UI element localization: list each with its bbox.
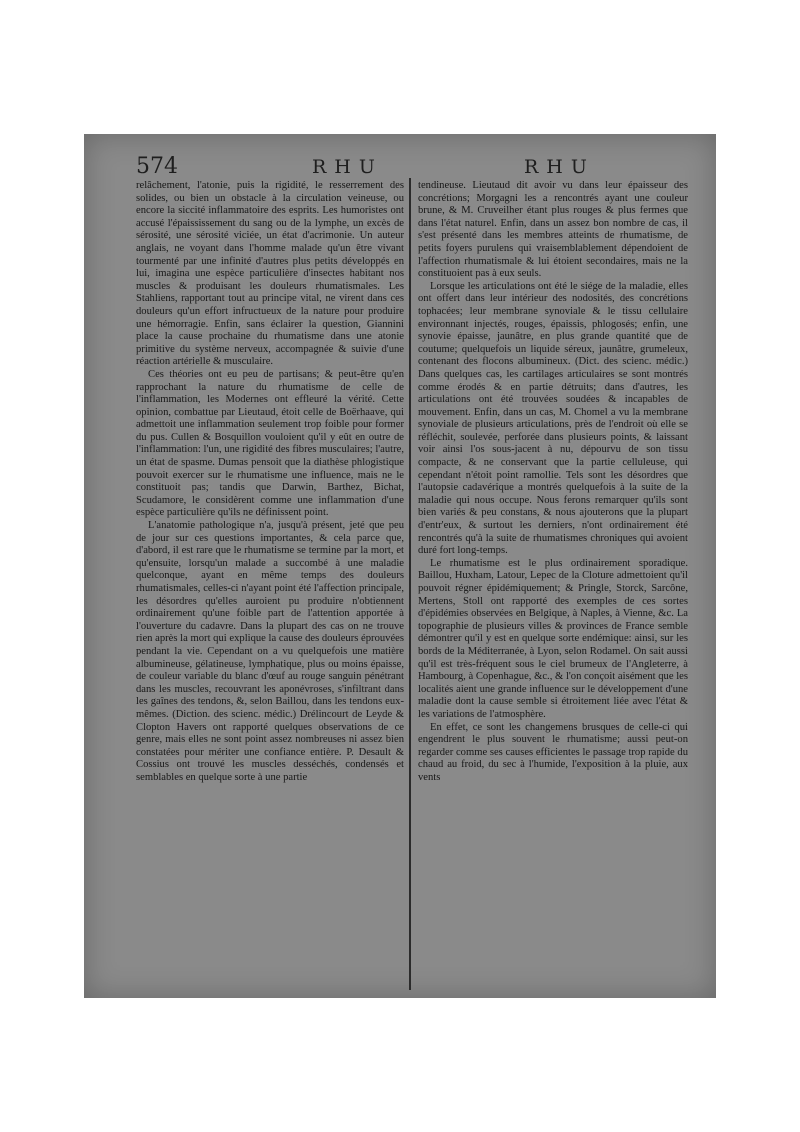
paragraph: Lorsque les articulations ont été le siége de la maladie, elles ont offert dans leur intérieur des nodosités, des concrétions tophacées; leur membrane synoviale & le tissu cellulaire environnant injectés, rouges, épaissis, phlogosés; enfin, une synovie épaisse, jaunâtre, en plus grande quantité que de coutume; quelquefois un liquide séreux, jaunâtre, grumeleux, contenant des flocons albumineux. (Dict. des scienc. médic.) Dans quelques cas, les cartilages articulaires se sont montrés comme érodés & en partie détruits; dans d'autres, les articulations ont été trouvées soudées & incapables de mouvement. Enfin, dans un cas, M. Chomel a vu la membrane synoviale de plusieurs articulations, près de l'endroit où elle se réfléchit, soulevée, perforée dans plusieurs points, & laissant voir ainsi l'os sous-jacent à nu, dépourvu de son tissu compacte, & ne conservant que la partie celluleuse, qui cependant n'étoit point ramollie. Tels sont les désordres que l'autopsie cadavérique a montrés quelquefois à la suite de la maladie qui nous occupe. Nous ferons remarquer qu'ils sont bien variés & peu constans, & nous ajouterons que la plupart d'entr'eux, & surtout les derniers, n'ont ordinairement été rencontrés qu'à la suite de rhumatismes chroniques qui avoient duré fort long-temps. [418, 280, 688, 557]
paragraph: relâchement, l'atonie, puis la rigidité, le resserrement des solides, ou bien un obstacle à la circulation veineuse, ou encore la siccité inflammatoire des esprits. Les humoristes ont accusé l'épaississement du sang ou de la lymphe, un excès de sérosité, une sérosité viciée, un état d'acrimonie. Un auteur anglais, ne voyant dans l'homme malade qu'un être vivant tourmenté par une infinité d'autres plus petits développés en lui, imagina une espèce particulière d'insectes habitant nos muscles & produisant les douleurs rhumatismales. Les Stahliens, rapportant tout au principe vital, ne virent dans ces douleurs qu'un effort infructueux de la nature pour produire une hémorragie. Enfin, sans éclairer la question, Giannini place la cause prochaine du rhumatisme dans une atonie primitive du système nerveux, accompagnée & suivie d'une réaction artérielle & musculaire. [136, 180, 404, 368]
scanned-page [84, 134, 716, 998]
paragraph: Ces théories ont eu peu de partisans; & peut-être qu'en rapprochant la nature du rhumatisme de celle de l'inflammation, les Modernes ont effleuré la vérité. Cette opinion, combattue par Lieutaud, étoit celle de Boërhaave, qui admettoit une inflammation seulement trop foible pour former du pus. Cullen & Bosquillon vouloient qu'il y eût en outre de l'inflammation: l'un, une rigidité des fibres musculaires; l'autre, un état de spasme. Dumas pensoit que la diathèse phlogistique pouvoit exercer sur le rhumatisme une influence, mais ne le constituoit pas; tandis que Darwin, Barthez, Bichat, Scudamore, le considèrent comme une inflammation d'une espèce particulière qu'ils ne définissent point. [136, 368, 404, 519]
page-number: 574 [136, 154, 178, 179]
paragraph: Le rhumatisme est le plus ordinairement sporadique. Baillou, Huxham, Latour, Lepec de la Cloture admettoient qu'il pouvoit régner épidémiquement; & Pringle, Storck, Sarcône, Mertens, Stoll ont rapporté des exemples de ces sortes d'épidémies observées en Belgique, à Naples, à Vienne, &c. La topographie de plusieurs villes & provinces de France semble démontrer qu'il y est en quelque sorte endémique: ainsi, sur les bords de la Méditerranée, à Lyon, selon Rodamel. On sait aussi qu'il est très-fréquent sous le ciel brumeux de l'Angleterre, à Hambourg, à Copenhague, &c., & l'on conçoit aisément que les localités aient une grande influence sur le développement d'une maladie dont la cause semble si étroitement liée avec l'état & les variations de l'atmosphère. [418, 557, 688, 720]
running-head-right: RHU [524, 156, 595, 178]
right-column [418, 180, 688, 995]
paragraph: L'anatomie pathologique n'a, jusqu'à présent, jeté que peu de jour sur ces questions importantes, & cela parce que, d'abord, il est rare que le rhumatisme se termine par la mort, et qu'ensuite, lorsqu'un malade a succombé à une maladie quelconque, ayant en même temps des douleurs rhumatismales, celles-ci n'ayant point été l'affection principale, les désordres qu'elles auroient pu produire n'obtiennent ordinairement qu'une foible part de l'attention apportée à l'ouverture du cadavre. Dans la plupart des cas on ne trouve rien après la mort qui explique la cause des douleurs éprouvées pendant la vie. Cependant on a vu quelquefois une matière albumineuse, gélatineuse, lymphatique, plus ou moins épaisse, de couleur variable du blanc d'œuf au rouge sanguin pénétrant dans les muscles, recouvrant les aponévroses, s'infiltrant dans les gaînes des tendons, &, selon Baillou, dans les tendons eux-mêmes. (Diction. des scienc. médic.) Drélincourt de Leyde & Clopton Havers ont rapporté quelques observations de ce genre, mais elles ne sont point assez nombreuses ni assez bien constatées pour mériter une confiance entière. P. Desault & Cossius ont trouvé les muscles desséchés, condensés et semblables en quelque sorte à une partie [136, 520, 404, 783]
paragraph: En effet, ce sont les changemens brusques de celle-ci qui engendrent le plus souvent le rhumatisme; aussi peut-on regarder comme ses causes efficientes le passage trop rapide du chaud au froid, du sec à l'humide, l'exposition à la pluie, aux vents [418, 721, 688, 783]
column-divider [409, 178, 411, 990]
left-column [136, 180, 404, 995]
paragraph: tendineuse. Lieutaud dit avoir vu dans leur épaisseur des concrétions; Morgagni les a rencontrés ayant une couleur brune, & M. Cruveilher étant plus rouges & plus fermes que dans l'état naturel. Enfin, dans un assez bon nombre de cas, il s'est présenté dans les membres atteints de rhumatisme, de petits foyers purulens qui vraisemblablement dépendoient de l'affection rhumatismale & lui étoient secondaires, mais ne la constituoient pas à eux seuls. [418, 180, 688, 280]
running-head-left: RHU [312, 156, 383, 178]
